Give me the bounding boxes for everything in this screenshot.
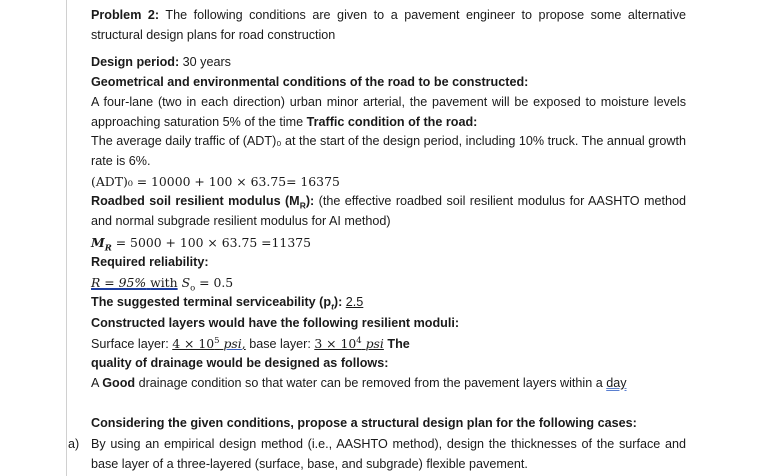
base-layer-value <box>314 336 384 351</box>
reliability-s-value: = 0.5 <box>199 275 234 290</box>
reliability-r: R = 95% <box>91 275 147 290</box>
geometry-paragraph <box>91 93 686 132</box>
design-period-value: 30 years <box>182 55 231 69</box>
serviceability-heading-end: ): <box>333 295 343 309</box>
base-layer-number: 3 × 10 <box>314 336 357 351</box>
drainage-a: A <box>91 376 99 390</box>
base-layer-label: base layer: <box>249 337 311 351</box>
page-margin-line <box>66 0 67 476</box>
layers-values <box>91 334 686 355</box>
surface-layer-unit: psi <box>223 336 242 351</box>
surface-layer-label: Surface layer: <box>91 337 169 351</box>
reliability-formula <box>91 273 686 293</box>
reliability-s-sub: o <box>190 283 196 294</box>
base-layer-unit: psi <box>365 336 384 351</box>
serviceability <box>91 293 686 313</box>
traffic-paragraph: The average daily traffic of (ADT)₀ at the start of the design period, including 10% truck. The annual growth rate is 6%. <box>91 134 686 168</box>
mr-symbol: M <box>91 235 105 250</box>
considering-heading: Considering the given conditions, propose a structural design plan for the following cases: <box>91 416 637 430</box>
surface-layer-number: 4 × 10 <box>172 336 215 351</box>
serviceability-heading-text: The suggested terminal serviceability (p <box>91 295 332 309</box>
adt-formula: (ADT)₀ = 10000 + 100 × 63.75= 16375 <box>91 174 340 189</box>
layers-the: The <box>387 337 410 351</box>
roadbed-heading-end: ): <box>305 194 315 208</box>
roadbed-heading-text: Roadbed soil resilient modulus (M <box>91 194 300 208</box>
reliability-with: with <box>150 275 178 290</box>
problem-label: Problem 2: <box>91 8 160 22</box>
reliability-s: S <box>181 275 191 290</box>
drainage-day: day <box>606 376 627 390</box>
drainage-heading: quality of drainage would be designed as follows: <box>91 356 389 370</box>
drainage-text <box>91 374 686 394</box>
drainage-body: drainage condition so that water can be removed from the pavement layers within a <box>138 376 603 390</box>
problem-intro-text: The following conditions are given to a pavement engineer to propose some alternative structural design plans for road construction <box>91 8 686 42</box>
geometry-text: A four-lane (two in each direction) urban minor arterial, the pavement will be exposed to moisture levels approaching saturation 5% of the time <box>91 95 686 129</box>
design-period <box>91 53 686 73</box>
roadbed-text: (the effective roadbed soil resilient modulus for AASHTO method and normal subgrade resilient modulus for AI method) <box>91 194 686 228</box>
serviceability-sub: t <box>331 301 334 312</box>
roadbed-heading <box>91 194 315 211</box>
surface-layer-value <box>172 336 246 351</box>
case-a-text: By using an empirical design method (i.e., AASHTO method), design the thicknesses of the surface and base layer of a three-layered (surface, base, and subgrade) flexible pavement. <box>91 437 686 471</box>
surface-layer-exp: 5 <box>214 335 220 346</box>
problem-intro <box>91 6 686 45</box>
layers-heading: Constructed layers would have the following resilient moduli: <box>91 316 460 330</box>
mr-formula <box>91 233 686 253</box>
reliability-heading: Required reliability: <box>91 255 209 269</box>
roadbed-heading-sub: R <box>299 200 306 211</box>
serviceability-value: 2.5 <box>345 295 364 309</box>
mr-value: = 5000 + 100 × 63.75 =11375 <box>111 235 311 250</box>
surface-layer-sep: , <box>241 336 246 351</box>
base-layer-exp: 4 <box>356 335 362 346</box>
mr-sub: R <box>104 243 112 254</box>
case-a-label: a) <box>68 437 80 451</box>
reliability-underlined <box>91 275 178 290</box>
design-period-label: Design period: <box>91 55 180 69</box>
geometry-heading: Geometrical and environmental conditions of the road to be constructed: <box>91 75 529 89</box>
serviceability-heading <box>91 295 343 312</box>
traffic-heading: Traffic condition of the road: <box>306 114 478 129</box>
roadbed-paragraph <box>91 192 686 231</box>
drainage-good: Good <box>102 376 136 390</box>
